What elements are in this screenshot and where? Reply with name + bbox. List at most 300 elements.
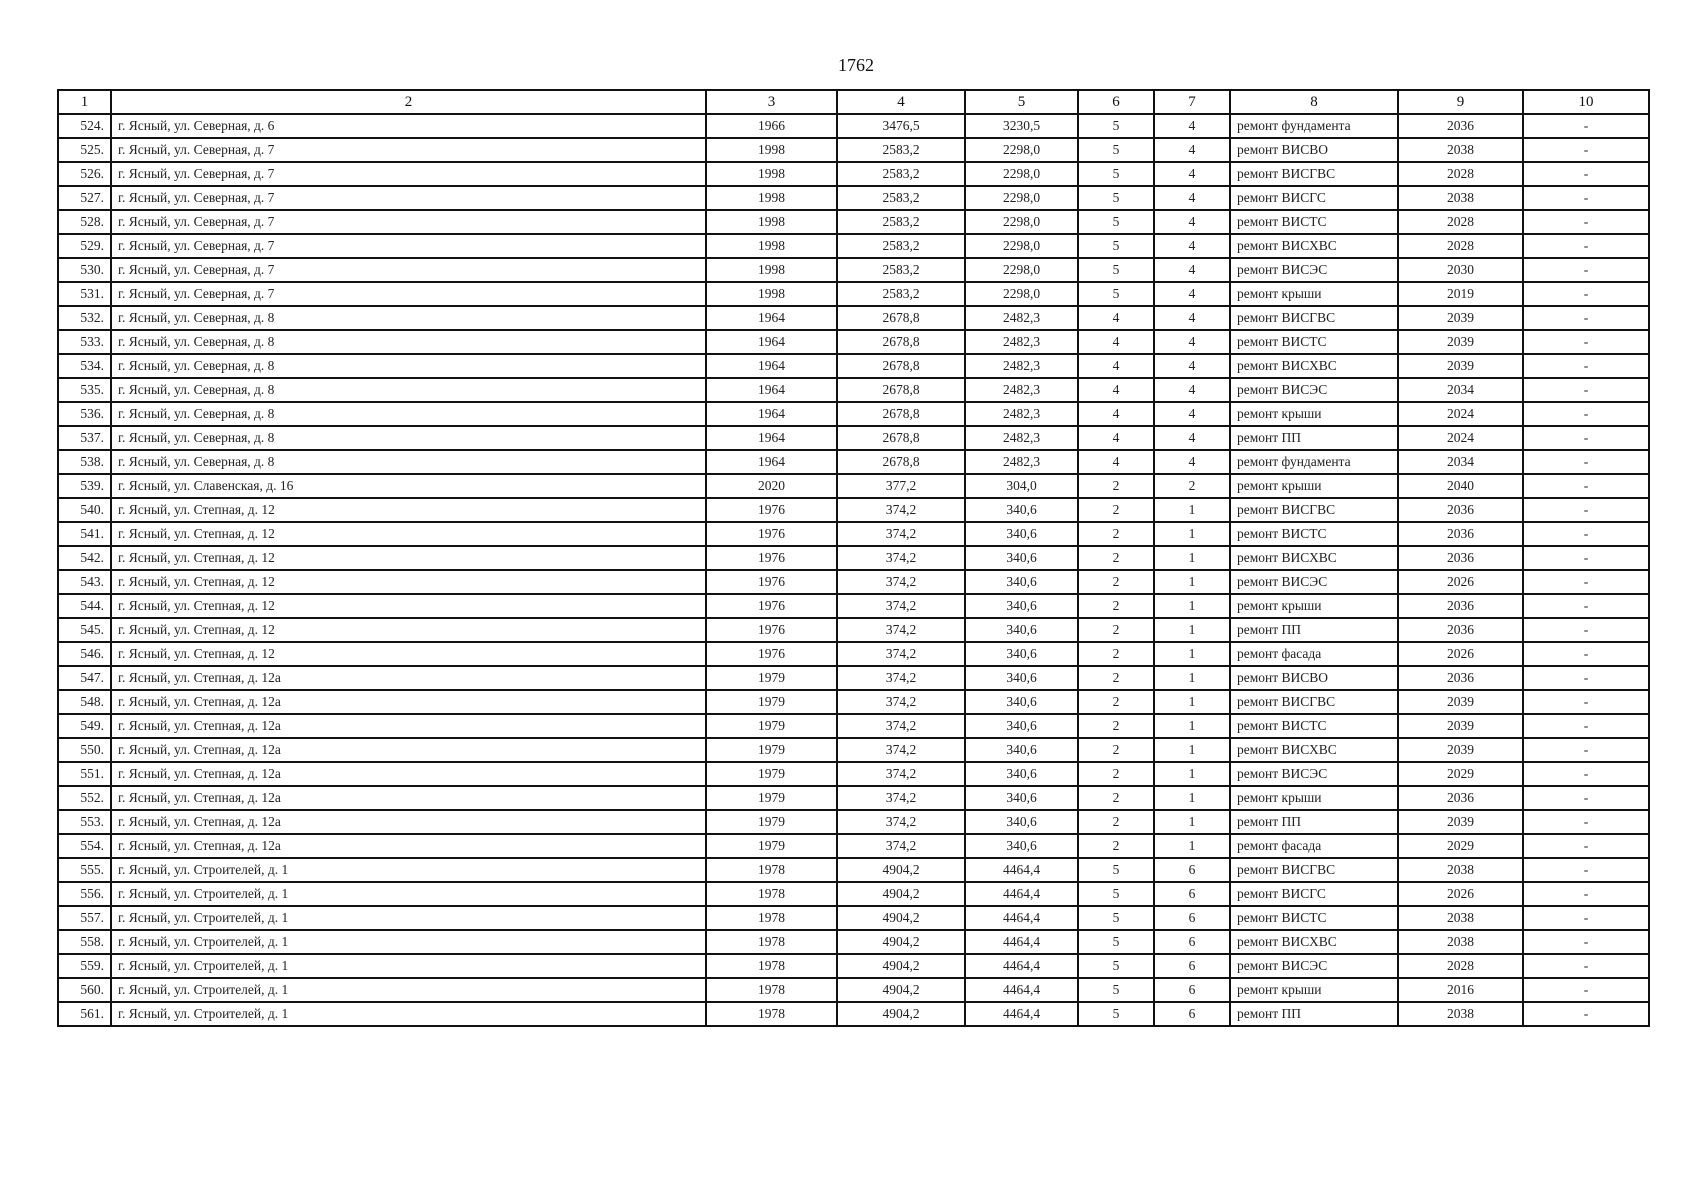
- cell-work-type: ремонт ПП: [1230, 426, 1398, 450]
- cell-entrances: 1: [1154, 594, 1230, 618]
- cell-work-type: ремонт ВИСЭС: [1230, 570, 1398, 594]
- table-row: [58, 858, 1649, 882]
- table-row: [58, 786, 1649, 810]
- cell-row-number: 529.: [58, 234, 111, 258]
- cell-note: -: [1523, 1002, 1649, 1026]
- cell-address: г. Ясный, ул. Степная, д. 12а: [111, 834, 706, 858]
- cell-floors: 2: [1078, 738, 1154, 762]
- cell-work-type: ремонт ВИСГВС: [1230, 306, 1398, 330]
- cell-year-built: 1964: [706, 378, 837, 402]
- cell-entrances: 4: [1154, 282, 1230, 306]
- cell-year-built: 1979: [706, 834, 837, 858]
- cell-living-area: 340,6: [965, 546, 1078, 570]
- cell-planned-year: 2036: [1398, 546, 1523, 570]
- table-row: [58, 282, 1649, 306]
- table-row: [58, 690, 1649, 714]
- cell-planned-year: 2040: [1398, 474, 1523, 498]
- table-row: [58, 114, 1649, 138]
- cell-living-area: 2298,0: [965, 258, 1078, 282]
- cell-year-built: 1964: [706, 426, 837, 450]
- cell-row-number: 526.: [58, 162, 111, 186]
- cell-work-type: ремонт ВИСГС: [1230, 882, 1398, 906]
- cell-planned-year: 2036: [1398, 666, 1523, 690]
- cell-row-number: 543.: [58, 570, 111, 594]
- cell-work-type: ремонт фундамента: [1230, 450, 1398, 474]
- cell-work-type: ремонт ВИСХВС: [1230, 738, 1398, 762]
- cell-living-area: 2298,0: [965, 162, 1078, 186]
- cell-floors: 2: [1078, 786, 1154, 810]
- cell-note: -: [1523, 114, 1649, 138]
- cell-row-number: 557.: [58, 906, 111, 930]
- cell-year-built: 1979: [706, 786, 837, 810]
- cell-entrances: 1: [1154, 690, 1230, 714]
- cell-entrances: 4: [1154, 450, 1230, 474]
- cell-note: -: [1523, 234, 1649, 258]
- cell-total-area: 374,2: [837, 738, 965, 762]
- cell-row-number: 545.: [58, 618, 111, 642]
- table-row: [58, 834, 1649, 858]
- cell-address: г. Ясный, ул. Строителей, д. 1: [111, 930, 706, 954]
- cell-floors: 2: [1078, 642, 1154, 666]
- cell-total-area: 2583,2: [837, 282, 965, 306]
- cell-year-built: 1964: [706, 354, 837, 378]
- cell-planned-year: 2024: [1398, 402, 1523, 426]
- cell-planned-year: 2019: [1398, 282, 1523, 306]
- cell-living-area: 340,6: [965, 522, 1078, 546]
- cell-living-area: 2298,0: [965, 210, 1078, 234]
- cell-address: г. Ясный, ул. Степная, д. 12а: [111, 786, 706, 810]
- cell-note: -: [1523, 546, 1649, 570]
- cell-total-area: 374,2: [837, 714, 965, 738]
- cell-planned-year: 2039: [1398, 738, 1523, 762]
- cell-entrances: 6: [1154, 1002, 1230, 1026]
- cell-floors: 4: [1078, 378, 1154, 402]
- cell-address: г. Ясный, ул. Строителей, д. 1: [111, 882, 706, 906]
- cell-year-built: 1964: [706, 330, 837, 354]
- table-row: [58, 738, 1649, 762]
- cell-year-built: 1976: [706, 570, 837, 594]
- cell-living-area: 340,6: [965, 762, 1078, 786]
- cell-work-type: ремонт ВИСХВС: [1230, 234, 1398, 258]
- cell-total-area: 2583,2: [837, 234, 965, 258]
- cell-entrances: 1: [1154, 642, 1230, 666]
- table-row: [58, 714, 1649, 738]
- cell-note: -: [1523, 138, 1649, 162]
- cell-note: -: [1523, 666, 1649, 690]
- cell-work-type: ремонт фасада: [1230, 834, 1398, 858]
- cell-year-built: 1976: [706, 642, 837, 666]
- cell-entrances: 1: [1154, 666, 1230, 690]
- cell-row-number: 556.: [58, 882, 111, 906]
- cell-floors: 4: [1078, 450, 1154, 474]
- cell-row-number: 532.: [58, 306, 111, 330]
- cell-address: г. Ясный, ул. Степная, д. 12а: [111, 738, 706, 762]
- cell-planned-year: 2039: [1398, 810, 1523, 834]
- cell-living-area: 340,6: [965, 834, 1078, 858]
- cell-living-area: 2482,3: [965, 306, 1078, 330]
- cell-living-area: 4464,4: [965, 858, 1078, 882]
- cell-planned-year: 2034: [1398, 450, 1523, 474]
- cell-work-type: ремонт ВИСТС: [1230, 330, 1398, 354]
- cell-note: -: [1523, 282, 1649, 306]
- cell-living-area: 4464,4: [965, 930, 1078, 954]
- cell-work-type: ремонт фасада: [1230, 642, 1398, 666]
- cell-address: г. Ясный, ул. Северная, д. 7: [111, 258, 706, 282]
- cell-living-area: 4464,4: [965, 954, 1078, 978]
- cell-year-built: 1998: [706, 282, 837, 306]
- cell-floors: 5: [1078, 282, 1154, 306]
- cell-floors: 4: [1078, 402, 1154, 426]
- cell-address: г. Ясный, ул. Северная, д. 7: [111, 234, 706, 258]
- table-body: [58, 114, 1649, 1026]
- cell-total-area: 374,2: [837, 834, 965, 858]
- cell-total-area: 2583,2: [837, 186, 965, 210]
- cell-note: -: [1523, 858, 1649, 882]
- cell-row-number: 534.: [58, 354, 111, 378]
- cell-work-type: ремонт ВИСХВС: [1230, 546, 1398, 570]
- cell-entrances: 1: [1154, 546, 1230, 570]
- cell-address: г. Ясный, ул. Северная, д. 7: [111, 282, 706, 306]
- cell-entrances: 1: [1154, 714, 1230, 738]
- table-row: [58, 426, 1649, 450]
- table-row: [58, 954, 1649, 978]
- column-header-10: 10: [1523, 90, 1649, 114]
- cell-row-number: 542.: [58, 546, 111, 570]
- cell-total-area: 2678,8: [837, 354, 965, 378]
- cell-work-type: ремонт фундамента: [1230, 114, 1398, 138]
- cell-planned-year: 2036: [1398, 498, 1523, 522]
- cell-floors: 5: [1078, 882, 1154, 906]
- cell-row-number: 558.: [58, 930, 111, 954]
- cell-note: -: [1523, 690, 1649, 714]
- cell-address: г. Ясный, ул. Степная, д. 12: [111, 642, 706, 666]
- cell-entrances: 1: [1154, 834, 1230, 858]
- cell-address: г. Ясный, ул. Степная, д. 12: [111, 522, 706, 546]
- table-row: [58, 330, 1649, 354]
- cell-address: г. Ясный, ул. Северная, д. 6: [111, 114, 706, 138]
- table-row: [58, 618, 1649, 642]
- table-row: [58, 210, 1649, 234]
- cell-work-type: ремонт ВИСГВС: [1230, 690, 1398, 714]
- cell-living-area: 2482,3: [965, 450, 1078, 474]
- cell-note: -: [1523, 714, 1649, 738]
- cell-year-built: 1976: [706, 546, 837, 570]
- cell-entrances: 6: [1154, 906, 1230, 930]
- cell-note: -: [1523, 210, 1649, 234]
- column-header-2: 2: [111, 90, 706, 114]
- cell-address: г. Ясный, ул. Северная, д. 8: [111, 402, 706, 426]
- cell-row-number: 560.: [58, 978, 111, 1002]
- cell-address: г. Ясный, ул. Северная, д. 8: [111, 426, 706, 450]
- table-row: [58, 138, 1649, 162]
- cell-floors: 5: [1078, 186, 1154, 210]
- cell-floors: 5: [1078, 906, 1154, 930]
- cell-address: г. Ясный, ул. Северная, д. 8: [111, 306, 706, 330]
- cell-floors: 2: [1078, 594, 1154, 618]
- cell-floors: 2: [1078, 762, 1154, 786]
- cell-row-number: 525.: [58, 138, 111, 162]
- table-row: [58, 1002, 1649, 1026]
- cell-floors: 4: [1078, 330, 1154, 354]
- cell-entrances: 1: [1154, 738, 1230, 762]
- cell-total-area: 374,2: [837, 594, 965, 618]
- cell-total-area: 3476,5: [837, 114, 965, 138]
- cell-year-built: 1998: [706, 138, 837, 162]
- cell-address: г. Ясный, ул. Степная, д. 12а: [111, 666, 706, 690]
- cell-floors: 5: [1078, 234, 1154, 258]
- cell-entrances: 4: [1154, 162, 1230, 186]
- cell-work-type: ремонт ПП: [1230, 1002, 1398, 1026]
- cell-total-area: 374,2: [837, 810, 965, 834]
- cell-work-type: ремонт ВИСХВС: [1230, 354, 1398, 378]
- cell-work-type: ремонт ВИСТС: [1230, 714, 1398, 738]
- cell-note: -: [1523, 522, 1649, 546]
- cell-year-built: 1998: [706, 210, 837, 234]
- cell-note: -: [1523, 354, 1649, 378]
- cell-row-number: 540.: [58, 498, 111, 522]
- cell-work-type: ремонт крыши: [1230, 594, 1398, 618]
- cell-living-area: 4464,4: [965, 978, 1078, 1002]
- cell-planned-year: 2016: [1398, 978, 1523, 1002]
- cell-entrances: 4: [1154, 378, 1230, 402]
- cell-address: г. Ясный, ул. Степная, д. 12а: [111, 690, 706, 714]
- cell-row-number: 541.: [58, 522, 111, 546]
- cell-work-type: ремонт крыши: [1230, 978, 1398, 1002]
- cell-living-area: 2298,0: [965, 282, 1078, 306]
- cell-note: -: [1523, 738, 1649, 762]
- cell-floors: 2: [1078, 834, 1154, 858]
- cell-living-area: 4464,4: [965, 1002, 1078, 1026]
- cell-row-number: 551.: [58, 762, 111, 786]
- cell-living-area: 340,6: [965, 618, 1078, 642]
- cell-planned-year: 2038: [1398, 906, 1523, 930]
- cell-row-number: 524.: [58, 114, 111, 138]
- cell-address: г. Ясный, ул. Степная, д. 12а: [111, 762, 706, 786]
- cell-work-type: ремонт ВИСГВС: [1230, 858, 1398, 882]
- cell-note: -: [1523, 930, 1649, 954]
- column-header-7: 7: [1154, 90, 1230, 114]
- cell-planned-year: 2039: [1398, 306, 1523, 330]
- cell-planned-year: 2030: [1398, 258, 1523, 282]
- cell-address: г. Ясный, ул. Степная, д. 12: [111, 546, 706, 570]
- cell-entrances: 4: [1154, 186, 1230, 210]
- cell-total-area: 374,2: [837, 618, 965, 642]
- cell-address: г. Ясный, ул. Северная, д. 7: [111, 210, 706, 234]
- cell-row-number: 530.: [58, 258, 111, 282]
- cell-living-area: 2298,0: [965, 234, 1078, 258]
- cell-row-number: 531.: [58, 282, 111, 306]
- cell-address: г. Ясный, ул. Северная, д. 7: [111, 138, 706, 162]
- cell-floors: 2: [1078, 666, 1154, 690]
- cell-total-area: 374,2: [837, 666, 965, 690]
- table-row: [58, 594, 1649, 618]
- cell-year-built: 1998: [706, 258, 837, 282]
- cell-row-number: 554.: [58, 834, 111, 858]
- cell-planned-year: 2039: [1398, 354, 1523, 378]
- cell-total-area: 4904,2: [837, 858, 965, 882]
- cell-note: -: [1523, 594, 1649, 618]
- cell-floors: 2: [1078, 522, 1154, 546]
- table-row: [58, 258, 1649, 282]
- cell-address: г. Ясный, ул. Строителей, д. 1: [111, 858, 706, 882]
- cell-address: г. Ясный, ул. Северная, д. 8: [111, 330, 706, 354]
- cell-total-area: 2678,8: [837, 450, 965, 474]
- cell-planned-year: 2039: [1398, 690, 1523, 714]
- table-row: [58, 666, 1649, 690]
- cell-planned-year: 2028: [1398, 954, 1523, 978]
- cell-total-area: 374,2: [837, 786, 965, 810]
- cell-address: г. Ясный, ул. Степная, д. 12а: [111, 810, 706, 834]
- cell-work-type: ремонт ВИСЭС: [1230, 378, 1398, 402]
- cell-planned-year: 2024: [1398, 426, 1523, 450]
- cell-total-area: 2678,8: [837, 426, 965, 450]
- cell-total-area: 374,2: [837, 762, 965, 786]
- cell-entrances: 6: [1154, 930, 1230, 954]
- cell-living-area: 340,6: [965, 594, 1078, 618]
- cell-living-area: 340,6: [965, 738, 1078, 762]
- cell-year-built: 1998: [706, 162, 837, 186]
- cell-floors: 2: [1078, 690, 1154, 714]
- table-row: [58, 522, 1649, 546]
- cell-year-built: 1964: [706, 402, 837, 426]
- cell-note: -: [1523, 162, 1649, 186]
- cell-year-built: 1978: [706, 1002, 837, 1026]
- cell-work-type: ремонт ВИСГВС: [1230, 162, 1398, 186]
- cell-row-number: 537.: [58, 426, 111, 450]
- cell-entrances: 1: [1154, 498, 1230, 522]
- cell-planned-year: 2038: [1398, 186, 1523, 210]
- cell-address: г. Ясный, ул. Степная, д. 12: [111, 570, 706, 594]
- cell-total-area: 4904,2: [837, 930, 965, 954]
- cell-floors: 5: [1078, 138, 1154, 162]
- cell-work-type: ремонт ПП: [1230, 810, 1398, 834]
- page-number: 1762: [838, 55, 874, 75]
- cell-entrances: 1: [1154, 762, 1230, 786]
- cell-work-type: ремонт крыши: [1230, 474, 1398, 498]
- cell-entrances: 4: [1154, 330, 1230, 354]
- cell-planned-year: 2036: [1398, 786, 1523, 810]
- cell-note: -: [1523, 426, 1649, 450]
- cell-address: г. Ясный, ул. Северная, д. 8: [111, 378, 706, 402]
- cell-work-type: ремонт ВИСГС: [1230, 186, 1398, 210]
- cell-total-area: 374,2: [837, 522, 965, 546]
- cell-total-area: 2583,2: [837, 258, 965, 282]
- cell-year-built: 1964: [706, 306, 837, 330]
- cell-total-area: 374,2: [837, 570, 965, 594]
- cell-entrances: 4: [1154, 210, 1230, 234]
- cell-total-area: 4904,2: [837, 906, 965, 930]
- column-header-3: 3: [706, 90, 837, 114]
- cell-note: -: [1523, 450, 1649, 474]
- cell-floors: 2: [1078, 474, 1154, 498]
- table-row: [58, 306, 1649, 330]
- column-header-6: 6: [1078, 90, 1154, 114]
- cell-planned-year: 2026: [1398, 642, 1523, 666]
- cell-note: -: [1523, 618, 1649, 642]
- cell-row-number: 528.: [58, 210, 111, 234]
- cell-total-area: 4904,2: [837, 954, 965, 978]
- cell-year-built: 1979: [706, 810, 837, 834]
- table-row: [58, 402, 1649, 426]
- cell-floors: 4: [1078, 426, 1154, 450]
- cell-living-area: 340,6: [965, 810, 1078, 834]
- table-row: [58, 978, 1649, 1002]
- cell-entrances: 4: [1154, 354, 1230, 378]
- cell-address: г. Ясный, ул. Строителей, д. 1: [111, 1002, 706, 1026]
- cell-floors: 5: [1078, 978, 1154, 1002]
- cell-row-number: 538.: [58, 450, 111, 474]
- cell-address: г. Ясный, ул. Строителей, д. 1: [111, 954, 706, 978]
- cell-living-area: 2298,0: [965, 138, 1078, 162]
- cell-note: -: [1523, 498, 1649, 522]
- cell-total-area: 2583,2: [837, 138, 965, 162]
- cell-row-number: 561.: [58, 1002, 111, 1026]
- cell-planned-year: 2036: [1398, 618, 1523, 642]
- cell-address: г. Ясный, ул. Строителей, д. 1: [111, 906, 706, 930]
- cell-entrances: 4: [1154, 258, 1230, 282]
- table-row: [58, 642, 1649, 666]
- cell-work-type: ремонт крыши: [1230, 282, 1398, 306]
- cell-row-number: 555.: [58, 858, 111, 882]
- column-header-1: 1: [58, 90, 111, 114]
- cell-row-number: 527.: [58, 186, 111, 210]
- cell-living-area: 340,6: [965, 642, 1078, 666]
- cell-floors: 5: [1078, 162, 1154, 186]
- cell-year-built: 1976: [706, 522, 837, 546]
- cell-year-built: 1979: [706, 690, 837, 714]
- cell-note: -: [1523, 474, 1649, 498]
- table-row: [58, 930, 1649, 954]
- cell-note: -: [1523, 906, 1649, 930]
- cell-work-type: ремонт ВИСТС: [1230, 522, 1398, 546]
- cell-year-built: 1976: [706, 594, 837, 618]
- cell-year-built: 1966: [706, 114, 837, 138]
- cell-note: -: [1523, 882, 1649, 906]
- cell-row-number: 539.: [58, 474, 111, 498]
- cell-living-area: 340,6: [965, 690, 1078, 714]
- cell-entrances: 6: [1154, 882, 1230, 906]
- header-row: [58, 90, 1649, 114]
- table-row: [58, 570, 1649, 594]
- cell-planned-year: 2029: [1398, 834, 1523, 858]
- cell-work-type: ремонт ПП: [1230, 618, 1398, 642]
- cell-living-area: 2482,3: [965, 402, 1078, 426]
- cell-note: -: [1523, 570, 1649, 594]
- cell-total-area: 374,2: [837, 498, 965, 522]
- cell-planned-year: 2039: [1398, 330, 1523, 354]
- cell-total-area: 4904,2: [837, 882, 965, 906]
- cell-year-built: 1979: [706, 762, 837, 786]
- cell-year-built: 2020: [706, 474, 837, 498]
- cell-living-area: 2482,3: [965, 354, 1078, 378]
- cell-planned-year: 2036: [1398, 114, 1523, 138]
- cell-row-number: 548.: [58, 690, 111, 714]
- cell-entrances: 6: [1154, 858, 1230, 882]
- column-header-9: 9: [1398, 90, 1523, 114]
- cell-floors: 5: [1078, 114, 1154, 138]
- cell-living-area: 340,6: [965, 498, 1078, 522]
- cell-planned-year: 2034: [1398, 378, 1523, 402]
- cell-work-type: ремонт ВИСТС: [1230, 906, 1398, 930]
- cell-note: -: [1523, 834, 1649, 858]
- table-row: [58, 234, 1649, 258]
- cell-floors: 2: [1078, 618, 1154, 642]
- cell-floors: 2: [1078, 498, 1154, 522]
- cell-living-area: 2482,3: [965, 330, 1078, 354]
- cell-planned-year: 2026: [1398, 570, 1523, 594]
- cell-address: г. Ясный, ул. Северная, д. 7: [111, 162, 706, 186]
- cell-entrances: 1: [1154, 570, 1230, 594]
